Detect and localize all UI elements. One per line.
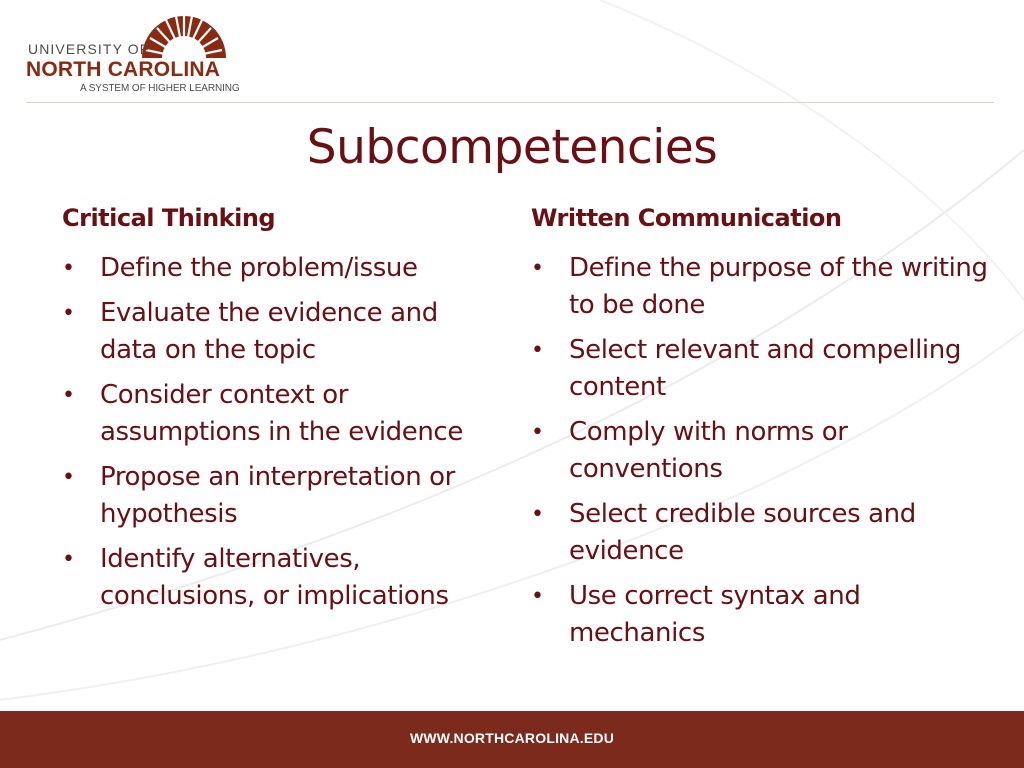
bullet-icon: •	[531, 420, 544, 445]
slide-title: Subcompetencies	[306, 120, 718, 175]
written-communication-column	[531, 200, 991, 660]
list-item	[531, 414, 991, 488]
bullet-icon: •	[531, 338, 544, 363]
list-item	[62, 250, 502, 287]
critical-thinking-list	[62, 250, 502, 615]
bullet-icon: •	[531, 256, 544, 281]
written-communication-heading: Written Communication	[531, 204, 842, 232]
list-item	[531, 250, 991, 324]
bullet-icon: •	[62, 256, 75, 281]
bullet-icon: •	[531, 502, 544, 527]
list-item	[62, 295, 502, 369]
logo-tagline: A SYSTEM OF HIGHER LEARNING	[80, 83, 240, 94]
list-item	[62, 459, 502, 533]
critical-thinking-column	[62, 200, 502, 623]
critical-thinking-heading: Critical Thinking	[62, 204, 276, 232]
list-item	[531, 578, 991, 652]
list-item	[62, 541, 502, 615]
bullet-icon: •	[62, 547, 75, 572]
list-item-text: Select credible sources and evidence	[569, 499, 916, 566]
list-item-text: Define the purpose of the writing to be done	[569, 253, 988, 320]
list-item-text: Evaluate the evidence and data on the topic	[100, 298, 438, 365]
footer-bar	[0, 711, 1024, 768]
list-item	[62, 377, 502, 451]
list-item	[531, 496, 991, 570]
list-item-text: Comply with norms or conventions	[569, 417, 848, 484]
list-item-text: Define the problem/issue	[100, 253, 418, 283]
bullet-icon: •	[62, 383, 75, 408]
bullet-icon: •	[62, 465, 75, 490]
list-item	[531, 332, 991, 406]
footer-website-link[interactable]: WWW.NORTHCAROLINA.EDU	[409, 730, 615, 746]
written-communication-list	[531, 250, 991, 652]
list-item-text: Use correct syntax and mechanics	[569, 581, 861, 648]
list-item-text: Identify alternatives, conclusions, or implications	[100, 544, 449, 611]
list-item-text: Select relevant and compelling content	[569, 335, 961, 402]
bullet-icon: •	[62, 301, 75, 326]
logo-university-of: UNIVERSITY OF	[28, 41, 150, 57]
logo-north-carolina: NORTH CAROLINA	[26, 58, 221, 81]
list-item-text: Consider context or assumptions in the evidence	[100, 380, 463, 447]
header-divider	[26, 102, 994, 103]
university-logo[interactable]	[26, 6, 246, 96]
bullet-icon: •	[531, 584, 544, 609]
list-item-text: Propose an interpretation or hypothesis	[100, 462, 455, 529]
